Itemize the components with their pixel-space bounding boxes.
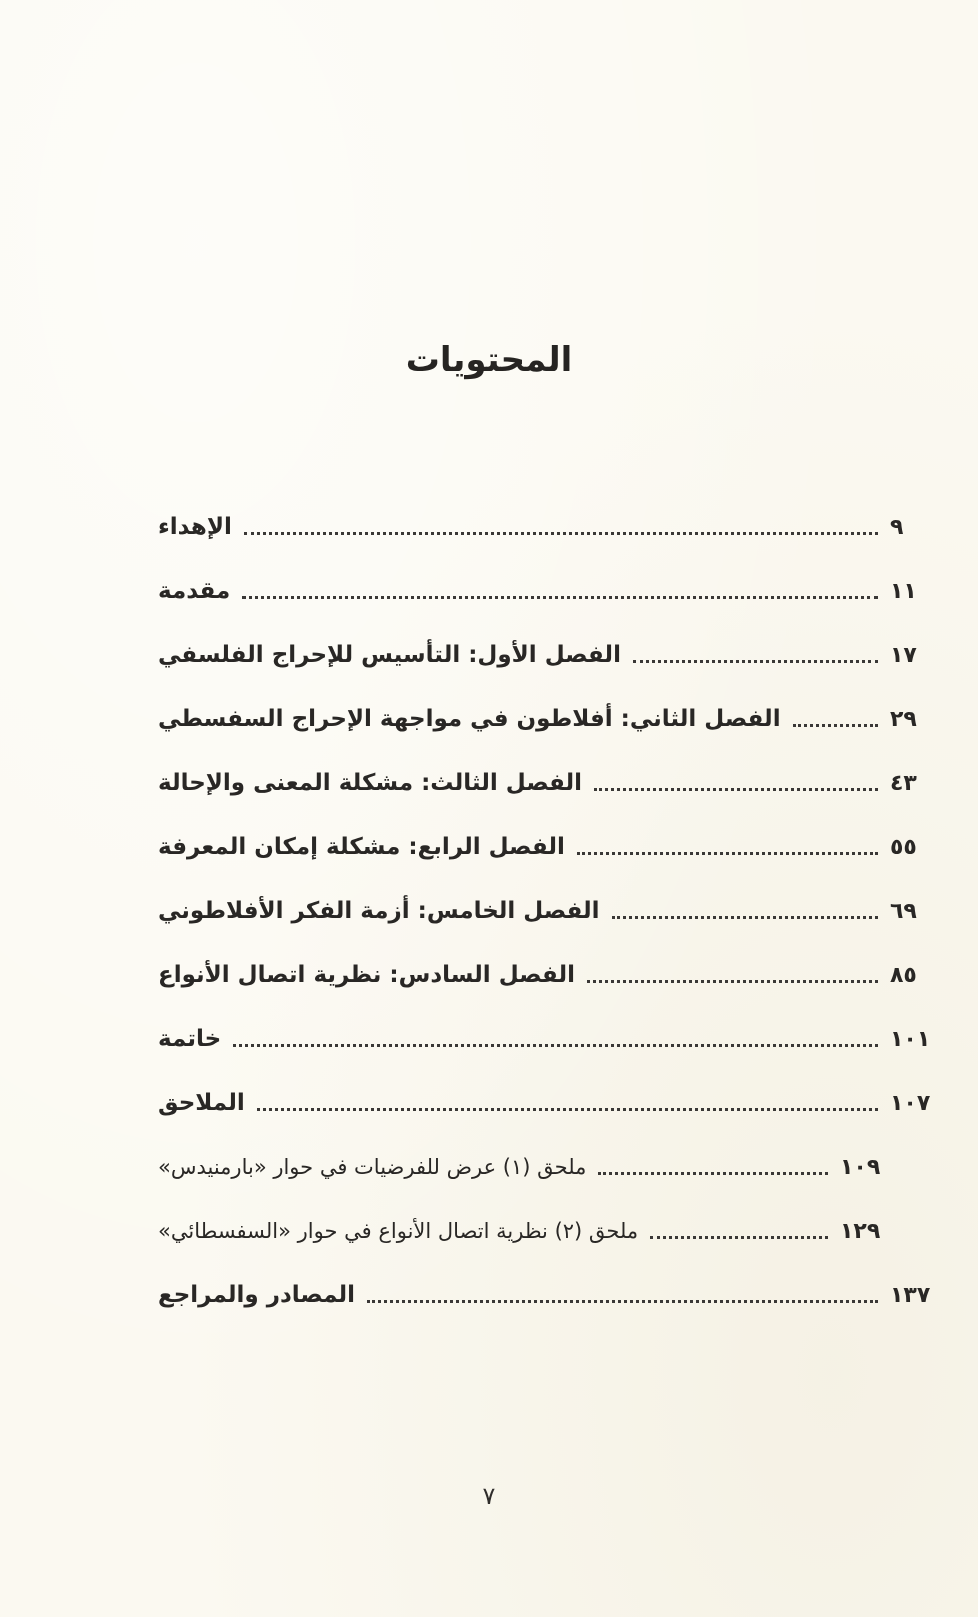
entry-page-number: ١٠٩ — [840, 1154, 881, 1180]
dot-leader — [650, 1236, 828, 1239]
page-number: ٧ — [482, 1482, 496, 1510]
toc-entry — [158, 495, 940, 559]
dot-leader — [793, 724, 878, 727]
dot-leader — [587, 980, 878, 983]
dot-leader — [633, 660, 878, 663]
toc-entry — [158, 815, 940, 879]
toc-entry — [158, 1007, 940, 1071]
entry-page-number: ١٠١ — [890, 1026, 931, 1052]
entry-page-number: ٨٥ — [890, 962, 917, 988]
entry-label: الملاحق — [158, 1090, 245, 1116]
dot-leader — [367, 1300, 878, 1303]
entry-page-number: ٥٥ — [890, 834, 917, 860]
entry-page-number: ١٠٧ — [890, 1090, 931, 1116]
entry-label: خاتمة — [158, 1026, 222, 1052]
dot-leader — [233, 1044, 878, 1047]
toc-entry — [158, 1071, 940, 1135]
toc-entry — [158, 559, 940, 623]
dot-leader — [577, 852, 878, 855]
entry-label: الفصل الثالث: مشكلة المعنى والإحالة — [158, 770, 583, 796]
toc-entry — [158, 1263, 940, 1327]
entry-page-number: ١٣٧ — [890, 1282, 931, 1308]
table-of-contents — [158, 495, 940, 1327]
dot-leader — [598, 1172, 828, 1175]
entry-label: الفصل الأول: التأسيس للإحراج الفلسفي — [158, 642, 621, 668]
entry-label: مقدمة — [158, 578, 231, 604]
entry-label: الفصل الرابع: مشكلة إمكان المعرفة — [158, 834, 565, 860]
entry-label: ملحق (١) عرض للفرضيات في حوار «بارمنيدس» — [158, 1155, 587, 1179]
dot-leader — [257, 1108, 878, 1111]
entry-page-number: ٤٣ — [890, 770, 917, 796]
toc-entry — [158, 943, 940, 1007]
toc-entry — [158, 687, 940, 751]
entry-label: الإهداء — [158, 514, 232, 540]
entry-page-number: ١٧ — [890, 642, 917, 668]
dot-leader — [242, 596, 878, 599]
entry-page-number: ١٢٩ — [840, 1218, 881, 1244]
entry-label: ملحق (٢) نظرية اتصال الأنواع في حوار «السفسطائي» — [158, 1219, 639, 1243]
dot-leader — [612, 916, 878, 919]
entry-page-number: ٩ — [890, 514, 904, 540]
entry-label: الفصل السادس: نظرية اتصال الأنواع — [158, 962, 575, 988]
toc-entry — [158, 879, 940, 943]
dot-leader — [244, 532, 878, 535]
dot-leader — [594, 788, 878, 791]
entry-page-number: ٦٩ — [890, 898, 917, 924]
page-title: المحتويات — [405, 340, 573, 380]
toc-subentry — [158, 1199, 940, 1263]
entry-page-number: ١١ — [890, 578, 917, 604]
toc-subentry — [158, 1135, 940, 1199]
entry-label: الفصل الثاني: أفلاطون في مواجهة الإحراج السفسطي — [158, 706, 781, 732]
entry-label: المصادر والمراجع — [158, 1282, 356, 1308]
toc-entry — [158, 623, 940, 687]
entry-page-number: ٢٩ — [890, 706, 917, 732]
entry-label: الفصل الخامس: أزمة الفكر الأفلاطوني — [158, 898, 600, 924]
toc-entry — [158, 751, 940, 815]
